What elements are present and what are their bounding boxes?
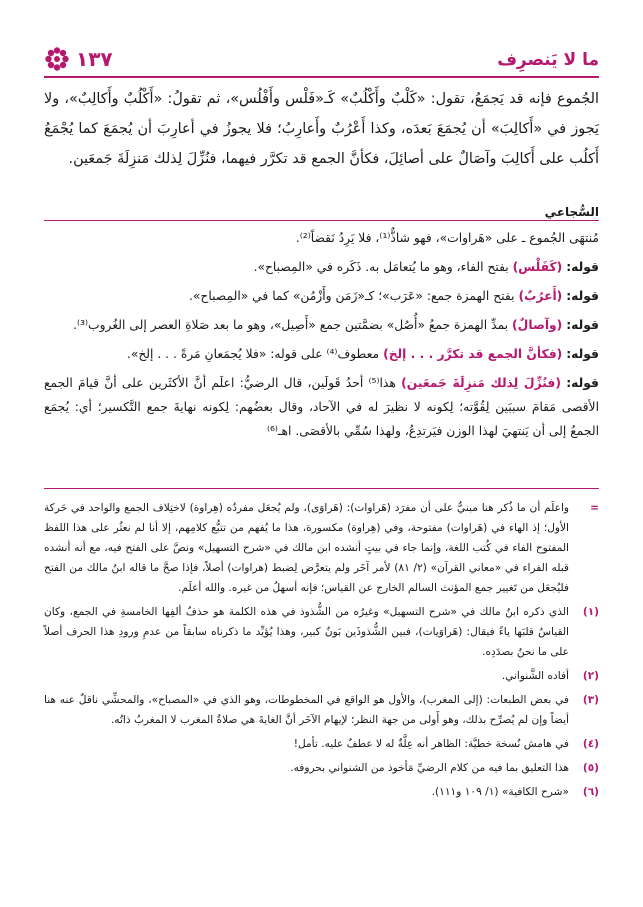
entry-lemma: (كَفَلْس): [512, 260, 563, 274]
footnote-rule: [44, 488, 599, 489]
entry-key: قوله:: [566, 318, 599, 332]
commentary-entry: [44, 284, 599, 308]
entry-lemma: (وآصالٌ): [512, 318, 563, 332]
page-number: ١٣٧: [76, 47, 113, 71]
footnote-text: «شرح الكافية» (١/ ١٠٩ و١١١).: [431, 786, 569, 798]
entry-text: بفتح الهمزة جمع: «عَرَب»؛ كـ«زَمَن وأَزْمُن» كما في «المِصباح».: [188, 289, 515, 303]
footnote-text: الذي ذكره ابنُ مالك في «شرح التسهيل» وغيرُه من الشُّذوذ في هذه الكلمة هو حذفُ ألفِها الخامسةِ في الجمع، وكان القياسُ قلبَها ياءً فيقال: (هَراوَيات)، فبين الشُّذوذَين بَونٌ كبير، وهذا يُؤيِّد ما ذكرناه سابقاً من عدمِ ورودِ هذا الحرف أصلاً على ما نحنُ بصدَدِه.: [44, 606, 569, 658]
floral-rosette-icon: [44, 46, 70, 72]
entry-lemma: (فكأنَّ الجمع قد تكرَّر . . . إلخ): [383, 347, 563, 361]
commentary-entry: [44, 342, 599, 366]
commentary-label: السُّجاعي: [544, 205, 599, 219]
footnote: [44, 782, 599, 802]
footnote-text: في بعض الطبعات: (إلى المغرب)، والأول هو الواقع في المخطوطات، وهو الذي في «المصباح»، والمحشِّي ناقلٌ عنه هنا أيضاً وإن لم يُصرِّح بذلك، وهو أَولى من جهة النظر؛ لإيهام الآخَر أنَّ الغايةَ هي صلاةُ المغرب لا المغربُ ذاتُه.: [44, 694, 569, 726]
footnote-text: في هامش نُسخة خطيَّة: الظاهر أنه عِلَّةٌ له لا عطفٌ عليه. تأمل!: [293, 738, 569, 750]
footnote-marker: (٣): [582, 694, 599, 706]
entry-lemma: (أَعرُبٌ): [518, 289, 563, 303]
entry-lemma: (فنُزِّلَ لِذلك مَنزِلَةَ جَمعَين): [401, 376, 561, 390]
entry-text: معطوف⁽⁴⁾ على قوله: «فلا يُجمَعانِ مَرةً . . . إلخ».: [126, 347, 380, 361]
footnote-marker: (٤): [582, 738, 599, 750]
footnote: [44, 666, 599, 686]
commentary-text: [44, 226, 599, 448]
footnote: [44, 734, 599, 754]
footnote: [44, 498, 599, 598]
footnote-marker: (٢): [582, 670, 599, 682]
commentary-rule: [44, 220, 599, 221]
footnote-marker: =: [590, 502, 599, 514]
footnote-text: هذا التعليق بما فيه من كلام الرضيِّ مَأخوذ من الشنواني بحروفه.: [290, 762, 569, 774]
entry-key: قوله:: [566, 260, 599, 274]
entry-text: هذا⁽⁵⁾ أحدُ قَولَين، قال الرضيُّ: اعلَم أنَّ الأكثَرين على أنَّ قيامَ الجمع الأقصى مَقامَ سببَين لِقُوَّته؛ لِكونه لا نظيرَ له في الآحاد، وقال بعضُهم: لِكونه نهايةَ جمع التَّكسير؛ أي: يُجمَع الجمعُ إلى أن يَنتهيَ لهذا الوزن فيَرتدِعُ، ولهذا سُمِّي بالأقصَى. اهـ⁽⁶⁾: [44, 376, 599, 438]
page-folio: [44, 46, 113, 72]
footnote-marker: (٥): [582, 762, 599, 774]
main-text: [44, 84, 599, 174]
commentary-intro: مُنتهَى الجُموع ـ على «هَراوات»، فهو شاذٌّ⁽¹⁾، فلا يَرِدُ نَقضاً⁽²⁾.: [295, 231, 599, 245]
running-title: ما لا يَنصرِف: [497, 50, 599, 70]
entry-key: قوله:: [566, 347, 599, 361]
header-rule: [44, 76, 599, 78]
entry-key: قوله:: [566, 376, 599, 390]
commentary-entry: [44, 371, 599, 443]
commentary-entry: [44, 313, 599, 337]
footnotes: [44, 498, 599, 806]
footnote-marker: (١): [582, 606, 599, 618]
entry-text: بفتح الفاء، وهو ما يُتعامَل به. ذَكَره في «المِصباح».: [253, 260, 509, 274]
footnote-text: أفاده الشَّنواني.: [501, 670, 569, 682]
footnote-marker: (٦): [582, 786, 599, 798]
page-header: [44, 36, 599, 72]
commentary-entry: [44, 255, 599, 279]
footnote: [44, 602, 599, 662]
main-paragraph: الجُموع فإنه قد يَجمَعُ، تقول: «كَلْبٌ وأَكْلُبٌ» كَـ«فَلْس وأَفْلُس»، ثم تقولُ: «أَكْلُبٌ وأَكالِبٌ»، ولا يَجوز في «أَكالِبَ» أن يُجمَعَ بَعدَه، وكذا أَعْرُبٌ وأَعارِبُ؛ فلا يجوزُ في أعارِبَ أن يُجمَعَ كما يُجْمَعُ أَكلُب على أَكالِبَ وآصَالٌ على أصائِلَ، فكأنَّ الجمع قد تكرَّر فيهما، فنُزِّلَ لِذلك مَنزِلَةَ جَمعَين.: [44, 91, 599, 167]
commentary-heading: [44, 205, 599, 221]
footnote: [44, 758, 599, 778]
footnote: [44, 690, 599, 730]
entry-text: بمدِّ الهمزة جمعُ «أُصُل» بضمَّتين جمع «أَصِيل»، وهو ما بعد صَلاةِ العصر إلى الغُروب⁽³⁾.: [73, 318, 509, 332]
footnote-text: واعلَم أن ما ذُكر هنا مبنيٌّ على أن مفرَد (هَراوات): (هَراوَى)، ولم يُجعَل مفردُه (هِراوة) لاختِلاف الجمع والواحد في حَركة الأول؛ إذ الهاء في (هَراوات) مفتوحة، وفي (هِراوة) مكسورة، هذا ما يُفهم من تتبُّع كلامِهم، إلا أنا لم نعثُر على هذا اللفظ المفتوح الفاء في كُتب اللغة، وإنما جاء في بيتٍ أنشده ابن مالك في «شرح التسهيل» ونصَّ على الفتح فيه، مع أنه أنشده قبله الفراء في «معاني القرآن» (٢/ ٨١) لأمر آخَر ولم يتعرَّض لِضبط (هراوات) أصلاً، فإذا صحَّ ما قاله ابنُ مالك من الفتح فليُجعَل من تَغيير جمع المؤنث السالم الخارج عن القياس؛ فإنه أسهلُ من غيره. والله أعلَم.: [44, 502, 569, 594]
entry-key: قوله:: [566, 289, 599, 303]
